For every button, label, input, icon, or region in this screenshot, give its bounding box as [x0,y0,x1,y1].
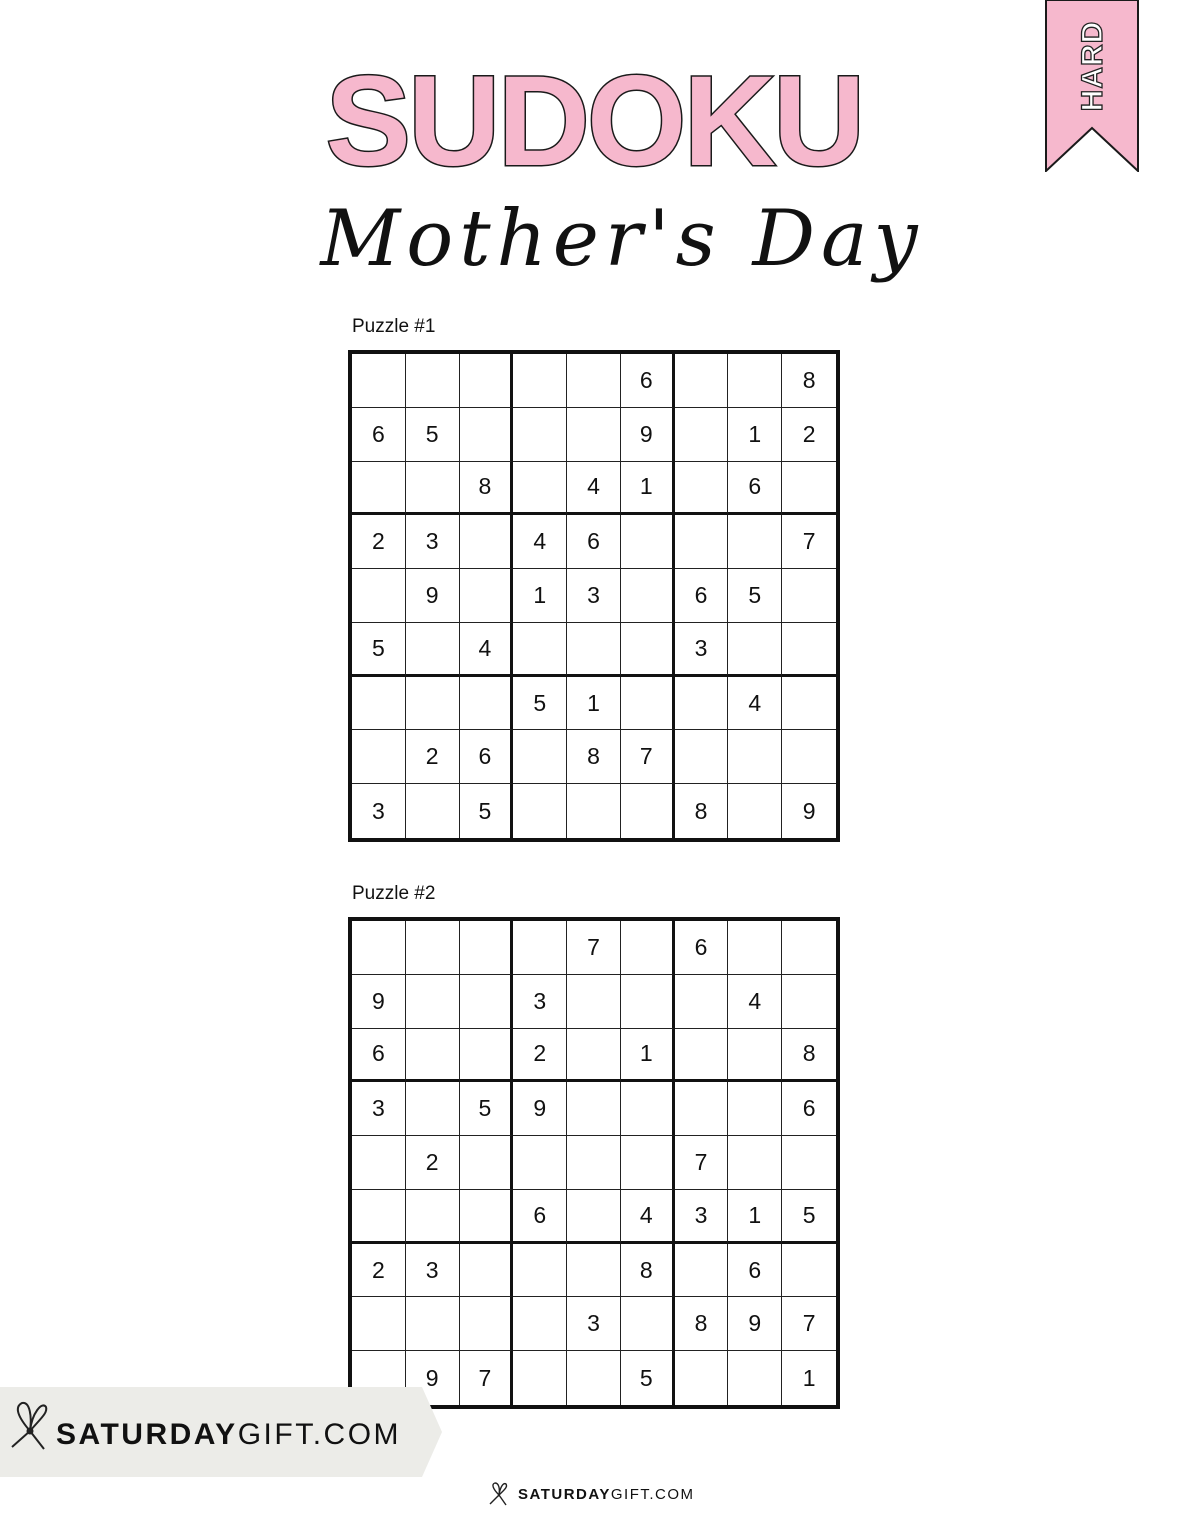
empty-cell[interactable] [352,677,406,731]
title-graphic [0,0,1187,310]
given-cell: 2 [352,515,406,569]
given-cell: 9 [728,1297,782,1351]
given-cell: 3 [567,1297,621,1351]
empty-cell[interactable] [406,354,460,408]
empty-cell[interactable] [567,354,621,408]
empty-cell[interactable] [782,730,836,784]
given-cell: 3 [406,1244,460,1298]
empty-cell[interactable] [728,1029,782,1083]
empty-cell[interactable] [513,784,567,838]
empty-cell[interactable] [675,515,729,569]
empty-cell[interactable] [567,1244,621,1298]
given-cell: 7 [621,730,675,784]
empty-cell[interactable] [782,677,836,731]
empty-cell[interactable] [782,1244,836,1298]
empty-cell[interactable] [460,921,514,975]
empty-cell[interactable] [675,1082,729,1136]
empty-cell[interactable] [513,730,567,784]
empty-cell[interactable] [728,515,782,569]
empty-cell[interactable] [460,677,514,731]
given-cell: 6 [352,1029,406,1083]
empty-cell[interactable] [513,921,567,975]
empty-cell[interactable] [460,1136,514,1190]
given-cell: 1 [728,1190,782,1244]
empty-cell[interactable] [352,354,406,408]
given-cell: 9 [406,569,460,623]
empty-cell[interactable] [567,1136,621,1190]
empty-cell[interactable] [513,408,567,462]
given-cell: 5 [728,569,782,623]
empty-cell[interactable] [513,623,567,677]
empty-cell[interactable] [406,462,460,516]
empty-cell[interactable] [675,677,729,731]
empty-cell[interactable] [621,921,675,975]
empty-cell[interactable] [406,623,460,677]
empty-cell[interactable] [406,1029,460,1083]
empty-cell[interactable] [782,975,836,1029]
given-cell: 2 [406,730,460,784]
empty-cell[interactable] [675,730,729,784]
footer-website: SATURDAYGIFT.COM [518,1485,695,1503]
empty-cell[interactable] [460,1244,514,1298]
given-cell: 3 [352,1082,406,1136]
given-cell: 5 [782,1190,836,1244]
empty-cell[interactable] [675,975,729,1029]
empty-cell[interactable] [352,1297,406,1351]
given-cell: 5 [406,408,460,462]
empty-cell[interactable] [621,623,675,677]
empty-cell[interactable] [406,784,460,838]
given-cell: 7 [460,1351,514,1405]
empty-cell[interactable] [513,1136,567,1190]
puzzle-2-grid [348,917,840,1409]
footer-logo [486,1481,695,1507]
empty-cell[interactable] [513,462,567,516]
empty-cell[interactable] [782,1136,836,1190]
empty-cell[interactable] [621,784,675,838]
given-cell: 6 [567,515,621,569]
empty-cell[interactable] [621,1297,675,1351]
given-cell: 3 [513,975,567,1029]
given-cell: 3 [675,623,729,677]
empty-cell[interactable] [513,1244,567,1298]
empty-cell[interactable] [513,1297,567,1351]
given-cell: 4 [728,677,782,731]
page-subtitle: Mother's Day [320,194,924,284]
given-cell: 9 [406,1351,460,1405]
empty-cell[interactable] [513,1351,567,1405]
empty-cell[interactable] [675,462,729,516]
empty-cell[interactable] [460,408,514,462]
empty-cell[interactable] [782,569,836,623]
empty-cell[interactable] [406,975,460,1029]
empty-cell[interactable] [567,408,621,462]
given-cell: 9 [513,1082,567,1136]
empty-cell[interactable] [621,1082,675,1136]
given-cell: 7 [567,921,621,975]
empty-cell[interactable] [621,1136,675,1190]
given-cell: 8 [567,730,621,784]
given-cell: 5 [513,677,567,731]
given-cell: 9 [802,797,816,824]
given-cell: 4 [728,975,782,1029]
difficulty-label: HARD [1076,20,1109,112]
empty-cell[interactable] [567,1082,621,1136]
given-cell: 8 [675,784,729,838]
empty-cell[interactable] [460,515,514,569]
given-cell: 6 [460,730,514,784]
empty-cell[interactable] [728,354,782,408]
empty-cell[interactable] [460,1190,514,1244]
page-title: SUDOKU [325,50,863,193]
empty-cell[interactable] [621,515,675,569]
empty-cell[interactable] [406,1190,460,1244]
empty-cell[interactable] [675,1244,729,1298]
given-cell: 2 [406,1136,460,1190]
empty-cell[interactable] [513,354,567,408]
given-cell: 4 [567,462,621,516]
empty-cell[interactable] [567,1351,621,1405]
empty-cell[interactable] [352,921,406,975]
empty-cell[interactable] [460,354,514,408]
empty-cell[interactable] [728,784,782,838]
empty-cell[interactable] [728,921,782,975]
empty-cell[interactable] [406,677,460,731]
empty-cell[interactable] [728,1136,782,1190]
given-cell: 1 [728,408,782,462]
empty-cell[interactable] [460,569,514,623]
empty-cell[interactable] [460,1029,514,1083]
empty-cell[interactable] [621,975,675,1029]
given-cell: 1 [567,677,621,731]
empty-cell[interactable] [406,1082,460,1136]
empty-cell[interactable] [675,1351,729,1405]
puzzle-1-grid [348,350,840,842]
given-cell: 7 [782,515,836,569]
given-cell: 4 [621,1190,675,1244]
given-cell: 6 [728,1244,782,1298]
empty-cell[interactable] [675,408,729,462]
given-cell: 5 [621,1351,675,1405]
given-cell: 9 [621,408,675,462]
given-cell: 4 [460,623,514,677]
empty-cell[interactable] [406,921,460,975]
given-cell: 3 [406,515,460,569]
empty-cell[interactable] [728,1351,782,1405]
empty-cell[interactable] [567,784,621,838]
given-cell: 5 [352,623,406,677]
empty-cell[interactable] [782,623,836,677]
empty-cell[interactable] [782,921,836,975]
empty-cell[interactable] [406,1297,460,1351]
given-cell: 6 [675,921,729,975]
given-cell: 6 [675,569,729,623]
given-cell: 1 [621,1029,675,1083]
gift-bow-icon [486,1481,512,1507]
given-cell: 8 [675,1297,729,1351]
given-cell: 8 [460,462,514,516]
given-cell: 3 [352,784,406,838]
empty-cell[interactable] [567,1029,621,1083]
puzzle-1-label: Puzzle #1 [352,316,436,337]
empty-cell[interactable] [621,569,675,623]
given-cell: 8 [782,1029,836,1083]
empty-cell[interactable] [352,730,406,784]
given-cell: 1 [513,569,567,623]
empty-cell[interactable] [567,975,621,1029]
empty-cell[interactable] [567,1190,621,1244]
given-cell: 6 [621,354,675,408]
given-cell: 6 [352,408,406,462]
given-cell: 8 [782,354,836,408]
empty-cell[interactable] [352,569,406,623]
empty-cell[interactable] [782,462,836,516]
given-cell: 1 [621,462,675,516]
given-cell: 3 [567,569,621,623]
empty-cell[interactable] [352,462,406,516]
empty-cell[interactable] [675,354,729,408]
given-cell: 2 [513,1029,567,1083]
given-cell: 2 [352,1244,406,1298]
given-cell: 2 [782,408,836,462]
given-cell: 7 [675,1136,729,1190]
empty-cell[interactable] [460,1297,514,1351]
given-cell: 8 [621,1244,675,1298]
given-cell: 4 [513,515,567,569]
given-cell: 1 [802,1364,816,1391]
puzzle-2-label: Puzzle #2 [352,883,436,904]
empty-cell[interactable] [728,623,782,677]
given-cell: 3 [675,1190,729,1244]
empty-cell[interactable] [728,1082,782,1136]
given-cell: 6 [728,462,782,516]
given-cell: 6 [782,1082,836,1136]
empty-cell[interactable] [728,730,782,784]
empty-cell[interactable] [460,975,514,1029]
empty-cell[interactable] [352,1136,406,1190]
empty-cell[interactable] [621,677,675,731]
empty-cell[interactable] [675,1029,729,1083]
website-banner-text: SATURDAYGIFT.COM [56,1418,402,1451]
empty-cell[interactable] [352,1190,406,1244]
empty-cell[interactable] [567,623,621,677]
given-cell: 9 [352,975,406,1029]
given-cell: 6 [513,1190,567,1244]
given-cell: 5 [460,1082,514,1136]
given-cell: 7 [782,1297,836,1351]
given-cell: 5 [460,784,514,838]
